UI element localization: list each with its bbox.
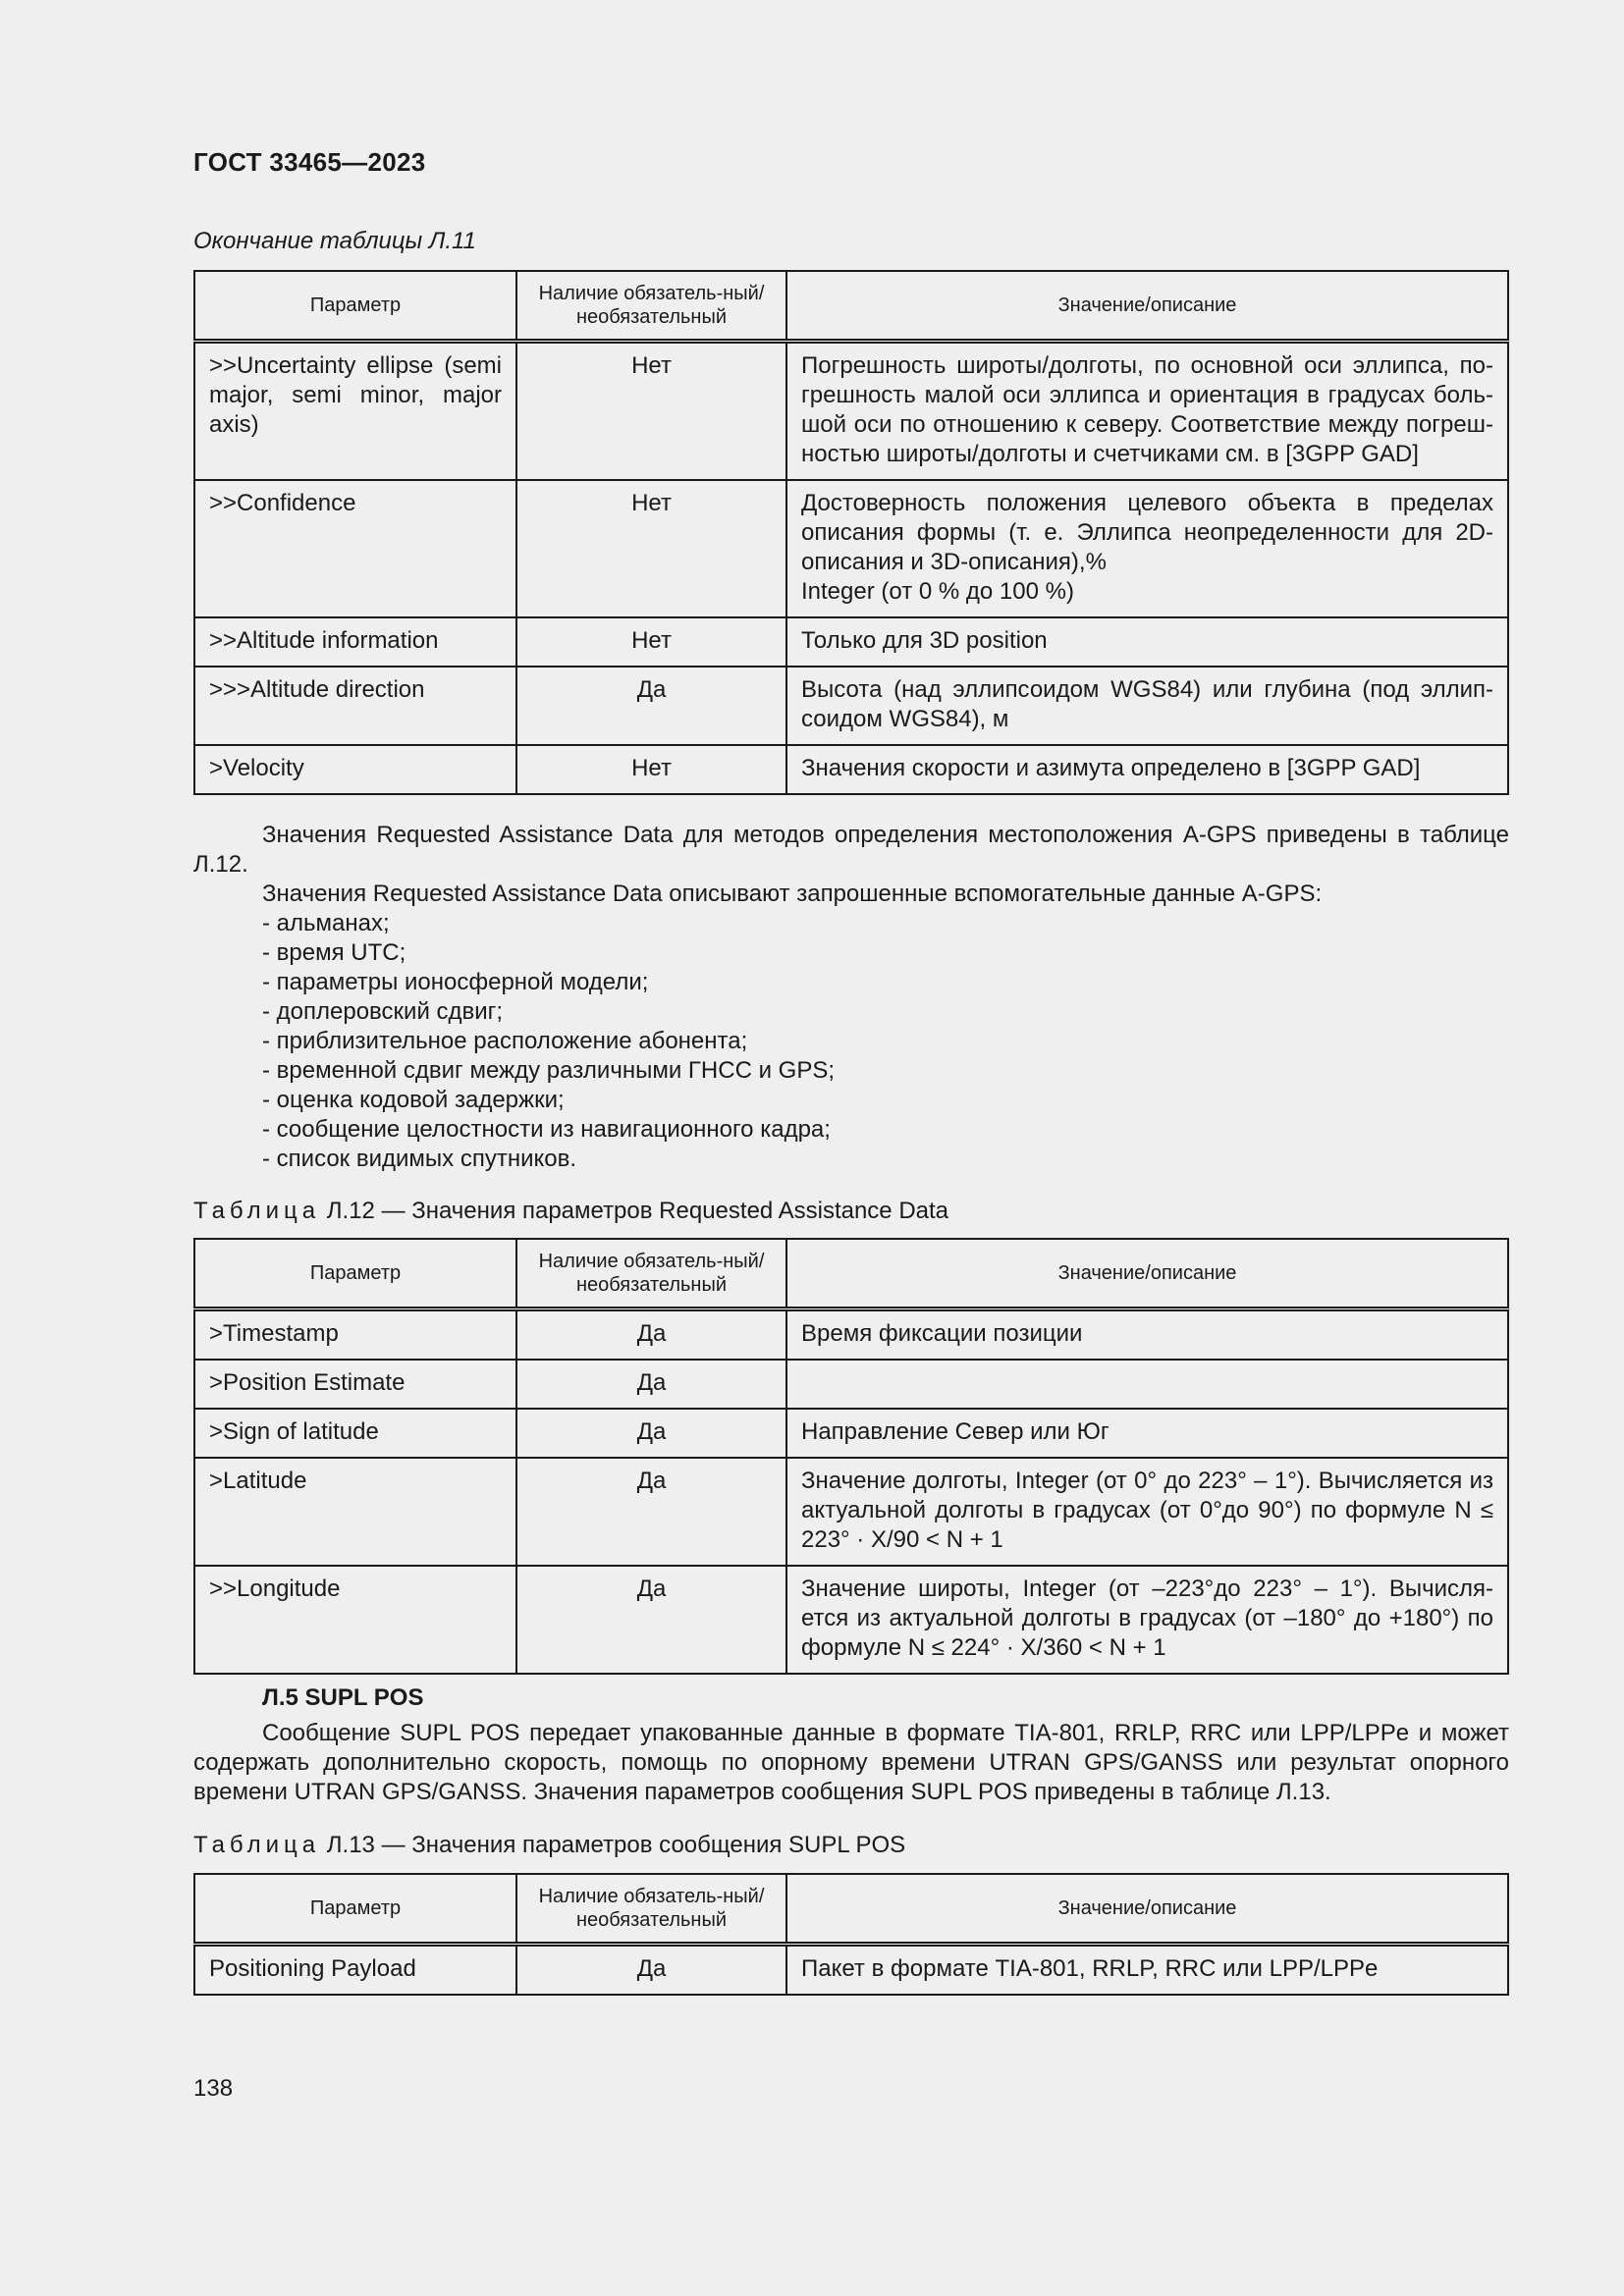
cell-mandatory: Да: [516, 1458, 786, 1566]
table-row: [194, 617, 1508, 667]
cell-mandatory: Да: [516, 1566, 786, 1674]
bullet-list: [262, 909, 835, 1174]
column-header: Параметр: [194, 1239, 516, 1309]
cell-param: >>>Altitude direction: [194, 667, 516, 745]
cell-mandatory: Да: [516, 667, 786, 745]
cell-param: >>Confidence: [194, 480, 516, 617]
table-row: [194, 745, 1508, 794]
cell-desc: Только для 3D position: [786, 617, 1508, 667]
list-item: - параметры ионосферной модели;: [262, 969, 649, 995]
table-header-row: [194, 1239, 1508, 1309]
cell-param: >Timestamp: [194, 1309, 516, 1361]
list-item: - временной сдвиг между различными ГНСС и GPS;: [262, 1057, 836, 1084]
section-paragraph: Сообщение SUPL POS передает упакованные данные в формате TIA-801, RRLP, RRC или LPP/LPPe и может содержать дополнительно скорость, помощь по опорному времени UTRAN GPS/GANSS или результат опорного времени UTRAN GPS/GANSS. Значения параметров сообщения SUPL POS приведены в таблице Л.13.: [193, 1720, 1509, 1805]
table-row: [194, 1360, 1508, 1409]
table-row: [194, 1945, 1508, 1996]
cell-desc: Пакет в формате TIA-801, RRLP, RRC или LPP/LPPe: [786, 1945, 1508, 1996]
list-item: - сообщение целостности из навигационного кадра;: [262, 1116, 831, 1143]
cell-desc-line: Достоверность положения целевого объекта в пределах описания формы (т. е. Эллипса неопределенности для 2D-описания и 3D-описания),%: [801, 490, 1493, 575]
cell-param: Positioning Payload: [194, 1945, 516, 1996]
cell-desc: Погрешность широты/долготы, по основной оси эллипса, по-грешность малой оси эллипса и ориентация в градусах боль-шой оси по отношению к северу. Соответствие между погреш-ностью широты/долготы и счетчиками см. в [3GPP GAD]: [786, 342, 1508, 481]
document-header: ГОСТ 33465—2023: [193, 147, 426, 177]
paragraph-2: Значения Requested Assistance Data описывают запрошенные вспомогательные данные A-GPS:: [262, 881, 1323, 907]
column-header: Наличие обязатель-ный/необязательный: [516, 1874, 786, 1945]
caption-prefix: Таблица: [193, 1832, 321, 1858]
cell-param: >Velocity: [194, 745, 516, 794]
cell-desc: Высота (над эллипсоидом WGS84) или глубина (под эллип-соидом WGS84), м: [786, 667, 1508, 745]
list-item: - альманах;: [262, 910, 390, 936]
cell-mandatory: Да: [516, 1360, 786, 1409]
cell-mandatory: Да: [516, 1945, 786, 1996]
table-header-row: [194, 271, 1508, 342]
column-header: Значение/описание: [786, 1874, 1508, 1945]
list-item: - доплеровский сдвиг;: [262, 998, 504, 1025]
table-header-row: [194, 1874, 1508, 1945]
table-l12-caption: [193, 1198, 948, 1225]
table-row: [194, 667, 1508, 745]
table-row: [194, 342, 1508, 481]
table-l11-caption: Окончание таблицы Л.11: [193, 228, 476, 254]
column-header: Значение/описание: [786, 271, 1508, 342]
cell-param: >>Uncertainty ellipse (semi major, semi minor, major axis): [194, 342, 516, 481]
caption-text: Л.13 — Значения параметров сообщения SUPL POS: [326, 1832, 906, 1858]
list-item: - список видимых спутников.: [262, 1146, 577, 1172]
cell-mandatory: Нет: [516, 617, 786, 667]
paragraph-1: Значения Requested Assistance Data для методов определения местоположения A-GPS приведены в таблице Л.12.: [193, 822, 1509, 878]
column-header: Значение/описание: [786, 1239, 1508, 1309]
cell-mandatory: Да: [516, 1409, 786, 1458]
cell-param: >>Longitude: [194, 1566, 516, 1674]
cell-desc-line: Integer (от 0 % до 100 %): [801, 578, 1074, 605]
section-title: Л.5 SUPL POS: [262, 1684, 424, 1711]
table-l13: [193, 1873, 1509, 1996]
table-l11: [193, 270, 1509, 795]
list-item: - приблизительное расположение абонента;: [262, 1028, 748, 1054]
column-header: Наличие обязатель-ный/необязательный: [516, 1239, 786, 1309]
table-row: [194, 1409, 1508, 1458]
table-row: [194, 1309, 1508, 1361]
cell-param: >Latitude: [194, 1458, 516, 1566]
column-header: Наличие обязатель-ный/необязательный: [516, 271, 786, 342]
cell-param: >Sign of latitude: [194, 1409, 516, 1458]
table-row: [194, 1458, 1508, 1566]
cell-mandatory: Нет: [516, 342, 786, 481]
cell-desc: Направление Север или Юг: [786, 1409, 1508, 1458]
cell-param: >>Altitude information: [194, 617, 516, 667]
caption-prefix: Таблица: [193, 1198, 321, 1224]
cell-desc: [786, 480, 1508, 617]
column-header: Параметр: [194, 271, 516, 342]
cell-desc: Значения скорости и азимута определено в [3GPP GAD]: [786, 745, 1508, 794]
table-l12: [193, 1238, 1509, 1675]
cell-desc: Значение долготы, Integer (от 0° до 223° – 1°). Вычисляется из актуальной долготы в градусах (от 0°до 90°) по формуле N ≤ 223° · X/90 < N + 1: [786, 1458, 1508, 1566]
caption-text: Л.12 — Значения параметров Requested Assistance Data: [326, 1198, 949, 1224]
list-item: - оценка кодовой задержки;: [262, 1087, 565, 1113]
table-row: [194, 1566, 1508, 1674]
list-item: - время UTC;: [262, 939, 406, 966]
cell-desc: Время фиксации позиции: [786, 1309, 1508, 1361]
cell-mandatory: Нет: [516, 745, 786, 794]
cell-param: >Position Estimate: [194, 1360, 516, 1409]
cell-mandatory: Да: [516, 1309, 786, 1361]
table-row: [194, 480, 1508, 617]
cell-desc: [786, 1360, 1508, 1409]
page-number: 138: [193, 2075, 234, 2102]
cell-mandatory: Нет: [516, 480, 786, 617]
table-l13-caption: [193, 1832, 905, 1859]
column-header: Параметр: [194, 1874, 516, 1945]
cell-desc: Значение широты, Integer (от –223°до 223° – 1°). Вычисля-ется из актуальной долготы в градусах (от –180° до +180°) по формуле N ≤ 224° · X/360 < N + 1: [786, 1566, 1508, 1674]
